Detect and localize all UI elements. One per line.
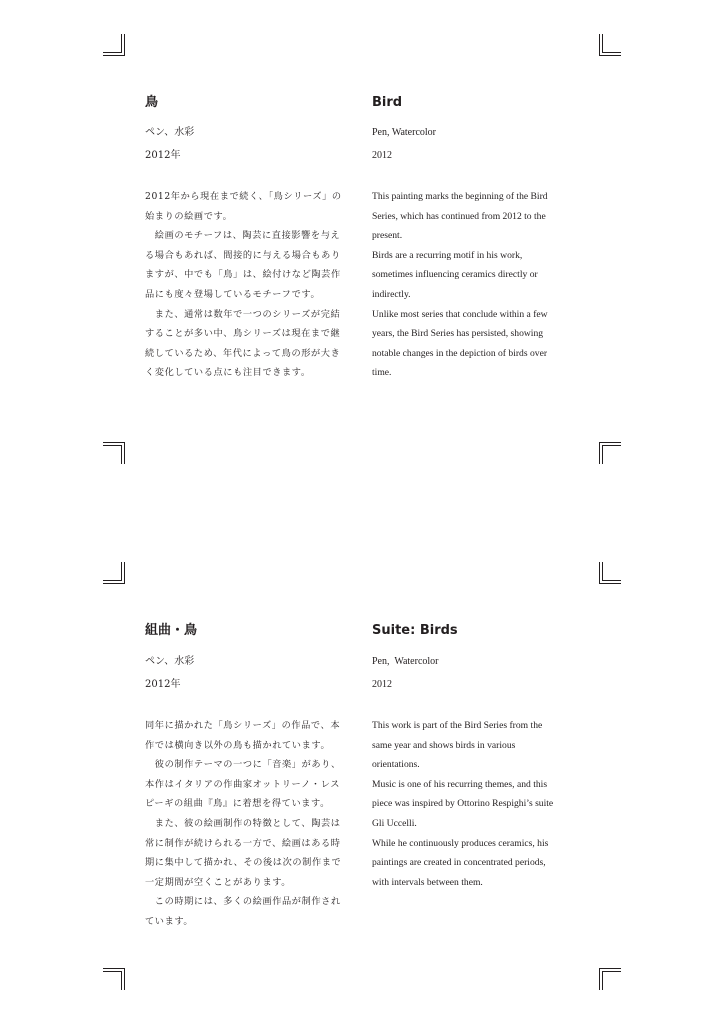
text-line: Unlike most series that conclude within a few <box>372 308 548 320</box>
text-line: This painting marks the beginning of the Bird <box>372 191 548 202</box>
text-line: この時期には、多くの絵画作品が制作され <box>145 896 341 908</box>
text-line: While he continuously produces ceramics, his <box>372 837 549 849</box>
text-line: ています。 <box>145 915 194 927</box>
text-line: indirectly. <box>372 288 411 300</box>
text-line: Birds are a recurring motif in his work, <box>372 249 523 261</box>
crop-mark-middle-left-upper <box>103 440 127 464</box>
artwork-description-en <box>372 95 582 383</box>
text-line: る場合もあれば、間接的に与える場合もあり <box>145 249 341 261</box>
text-line: 同年に描かれた「鳥シリーズ」の作品で、本 <box>145 720 341 731</box>
text-line: また、彼の絵画制作の特徴として、陶芸は <box>145 817 341 829</box>
artwork-title-ja: 組曲・鳥 <box>145 623 198 638</box>
text-line: また、通常は数年で一つのシリーズが完結 <box>145 308 341 320</box>
artwork-year-en: 2012 <box>372 150 392 161</box>
text-line: with intervals between them. <box>372 876 483 888</box>
text-line: 一定期間が空くことがあります。 <box>145 876 292 888</box>
text-line: Music is one of his recurring themes, and this <box>372 778 548 790</box>
text-line: 品にも度々登場しているモチーフです。 <box>145 288 321 300</box>
artwork-text-en <box>372 716 582 892</box>
artwork-year-ja: 2012年 <box>145 150 181 161</box>
text-line: することが多い中、鳥シリーズは現在まで継 <box>145 328 341 340</box>
crop-mark-bottom-right <box>597 966 621 990</box>
text-line: 作では横向き以外の鳥も描かれています。 <box>145 739 331 751</box>
text-line: 彼の制作テーマの一つに「音楽」があり、 <box>145 759 341 771</box>
text-line: years, the Bird Series has persisted, showing <box>372 328 544 340</box>
artwork-medium-ja: ペン、水彩 <box>145 127 195 138</box>
artwork-medium-en: Pen, Watercolor <box>372 656 439 667</box>
text-line: 始まりの絵画です。 <box>145 210 233 222</box>
text-line: same year and shows birds in various <box>372 739 516 751</box>
text-line: piece was inspired by Ottorino Respighi’s suite <box>372 798 554 810</box>
artwork-text-en <box>372 187 582 383</box>
text-line: orientations. <box>372 759 420 771</box>
artwork-title-ja: 鳥 <box>145 95 159 110</box>
artwork-description-ja <box>145 623 355 932</box>
text-line: This work is part of the Bird Series from the <box>372 720 543 731</box>
crop-mark-middle-left-lower <box>103 562 127 586</box>
text-line: ますが、中でも「鳥」は、絵付けなど陶芸作 <box>145 269 341 281</box>
text-line: Series, which has continued from 2012 to the <box>372 210 546 222</box>
crop-mark-bottom-left <box>103 966 127 990</box>
text-line: 本作はイタリアの作曲家オットリーノ・レス <box>145 778 341 790</box>
text-line: present. <box>372 230 403 242</box>
artwork-year-en: 2012 <box>372 679 392 690</box>
text-line: 2012年から現在まで続く、「鳥シリーズ」の <box>145 191 342 202</box>
artwork-text-ja <box>145 716 355 932</box>
artwork-year-ja: 2012年 <box>145 679 181 690</box>
text-line: time. <box>372 367 392 379</box>
text-line: sometimes influencing ceramics directly or <box>372 269 538 281</box>
text-line: 続しているため、年代によって鳥の形が大き <box>145 347 341 359</box>
text-line: 期に集中して描かれ、その後は次の制作まで <box>145 857 342 869</box>
text-line: 絵画のモチーフは、陶芸に直接影響を与え <box>145 230 341 242</box>
text-line: 常に制作が続けられる一方で、絵画はある時 <box>145 837 341 849</box>
text-line: Gli Uccelli. <box>372 817 417 829</box>
crop-mark-middle-right-upper <box>597 440 621 464</box>
text-line: paintings are created in concentrated periods, <box>372 857 546 869</box>
artwork-title-en: Suite: Birds <box>372 623 458 638</box>
text-line: ピーギの組曲『鳥』に着想を得ています。 <box>145 798 330 810</box>
artwork-medium-ja: ペン、水彩 <box>145 656 195 667</box>
artwork-description-ja <box>145 95 355 383</box>
crop-mark-middle-right-lower <box>597 562 621 586</box>
artwork-title-en: Bird <box>372 95 403 110</box>
crop-mark-top-right <box>597 34 621 58</box>
artwork-medium-en: Pen, Watercolor <box>372 127 436 138</box>
text-line: notable changes in the depiction of birds over <box>372 347 548 359</box>
artwork-description-en <box>372 623 582 892</box>
artwork-text-ja <box>145 187 355 383</box>
crop-mark-top-left <box>103 34 127 58</box>
text-line: く変化している点にも注目できます。 <box>145 367 311 379</box>
